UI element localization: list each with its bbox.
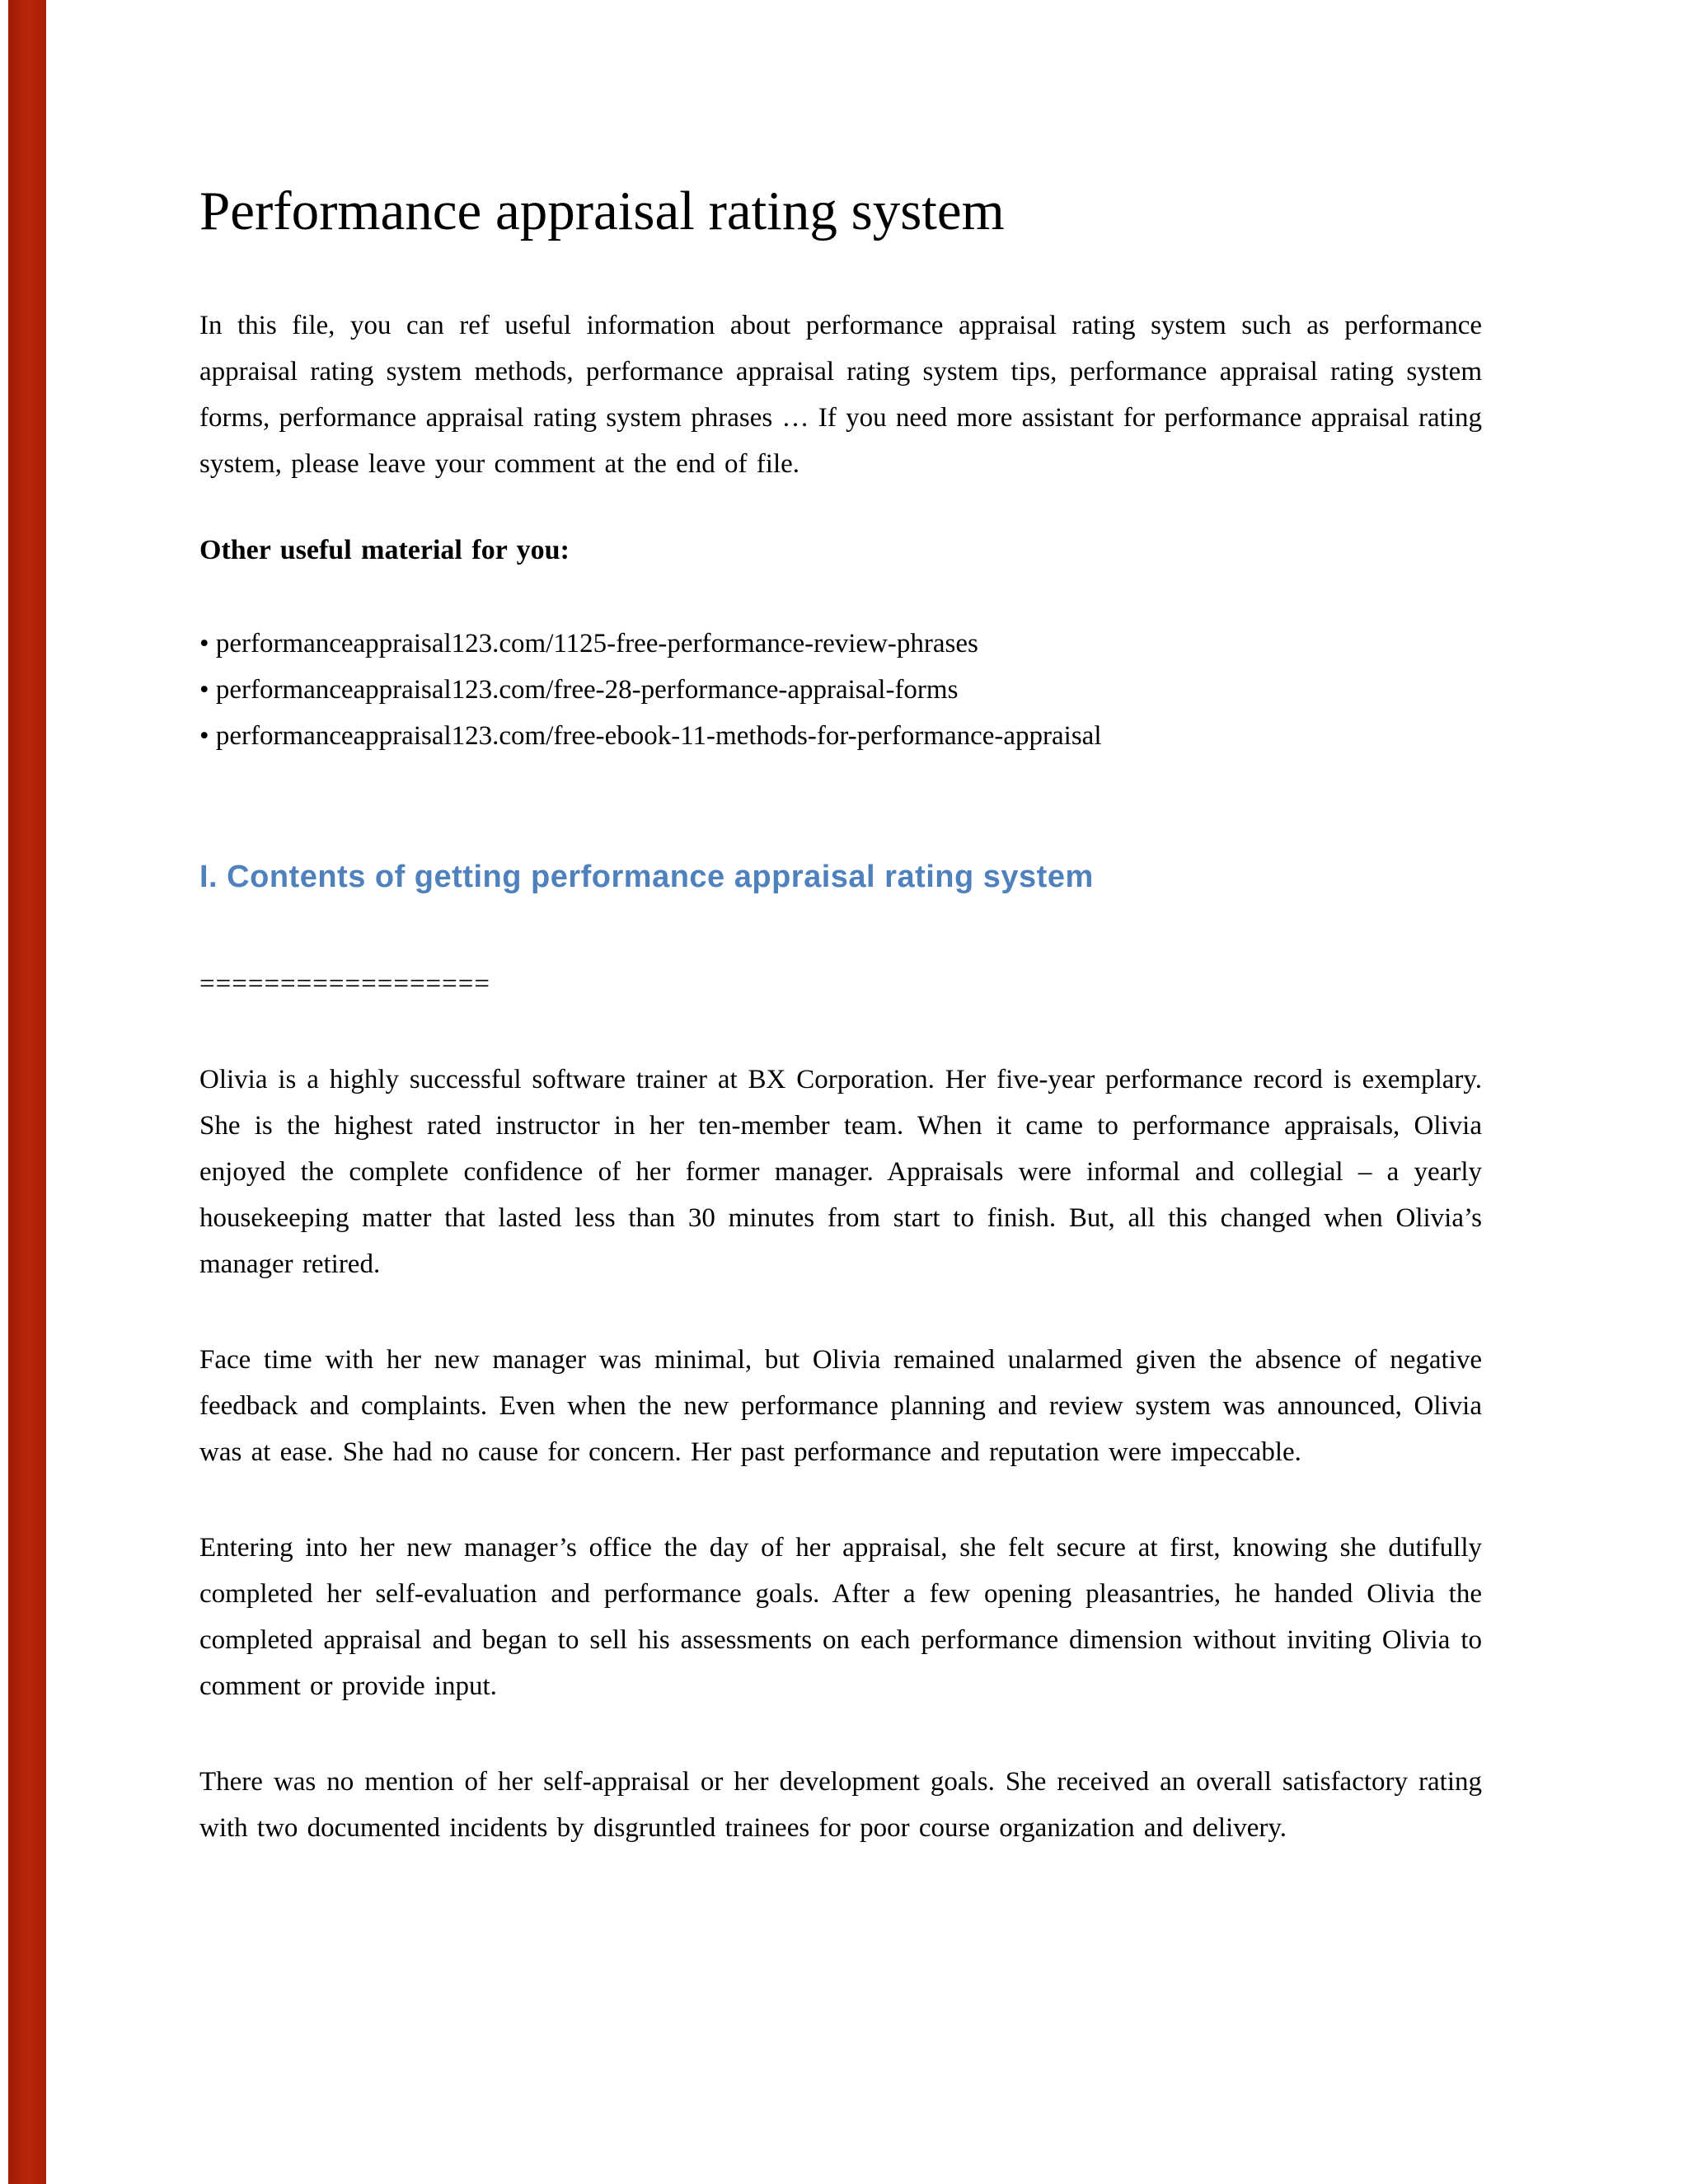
left-accent-stripe — [8, 0, 46, 2184]
link-url: performanceappraisal123.com/1125-free-performance-review-phrases — [215, 629, 978, 659]
bullet-icon: • — [199, 629, 209, 659]
other-material-heading: Other useful material for you: — [199, 535, 570, 566]
section-heading: I. Contents of getting performance appraisal rating system — [199, 860, 1094, 895]
intro-paragraph: In this file, you can ref useful information about performance appraisal rating system such as performance appraisal rating system methods, performance appraisal rating system tips, performance appraisal rating system forms, performance appraisal rating system phrases … If you need more assistant for performance appraisal rating system, please leave your comment at the end of file. — [199, 311, 1482, 480]
link-list — [199, 621, 1482, 759]
story-paragraph-3: Entering into her new manager’s office the day of her appraisal, she felt secure at first, knowing she dutifully completed her self-evaluation and performance goals. After a few opening pleasantries, he handed Olivia the completed appraisal and began to sell his assessments on each performance dimension without inviting Olivia to comment or provide input. — [199, 1533, 1482, 1702]
link-item — [199, 713, 1482, 759]
document-content — [199, 180, 1482, 1851]
link-item — [199, 667, 1482, 713]
bullet-icon: • — [199, 675, 209, 705]
story-paragraph-2: Face time with her new manager was minimal, but Olivia remained unalarmed given the absence of negative feedback and complaints. Even when the new performance planning and review system was announced, Olivia was at ease. She had no cause for concern. Her past performance and reputation were impeccable. — [199, 1345, 1482, 1468]
link-item — [199, 621, 1482, 667]
page-title: Performance appraisal rating system — [199, 180, 1005, 241]
story-paragraph-1: Olivia is a highly successful software trainer at BX Corporation. Her five-year performance record is exemplary. She is the highest rated instructor in her ten-member team. When it came to performance appraisals, Olivia enjoyed the complete confidence of her former manager. Appraisals were informal and collegial – a yearly housekeeping matter that lasted less than 30 minutes from start to finish. But, all this changed when Olivia’s manager retired. — [199, 1065, 1482, 1280]
story-paragraph-4: There was no mention of her self-appraisal or her development goals. She received an overall satisfactory rating with two documented incidents by disgruntled trainees for poor course organization and delivery. — [199, 1767, 1482, 1844]
link-url: performanceappraisal123.com/free-ebook-11-methods-for-performance-appraisal — [215, 721, 1102, 752]
divider-line: ================== — [199, 969, 490, 1000]
bullet-icon: • — [199, 721, 209, 752]
link-url: performanceappraisal123.com/free-28-performance-appraisal-forms — [215, 675, 959, 705]
